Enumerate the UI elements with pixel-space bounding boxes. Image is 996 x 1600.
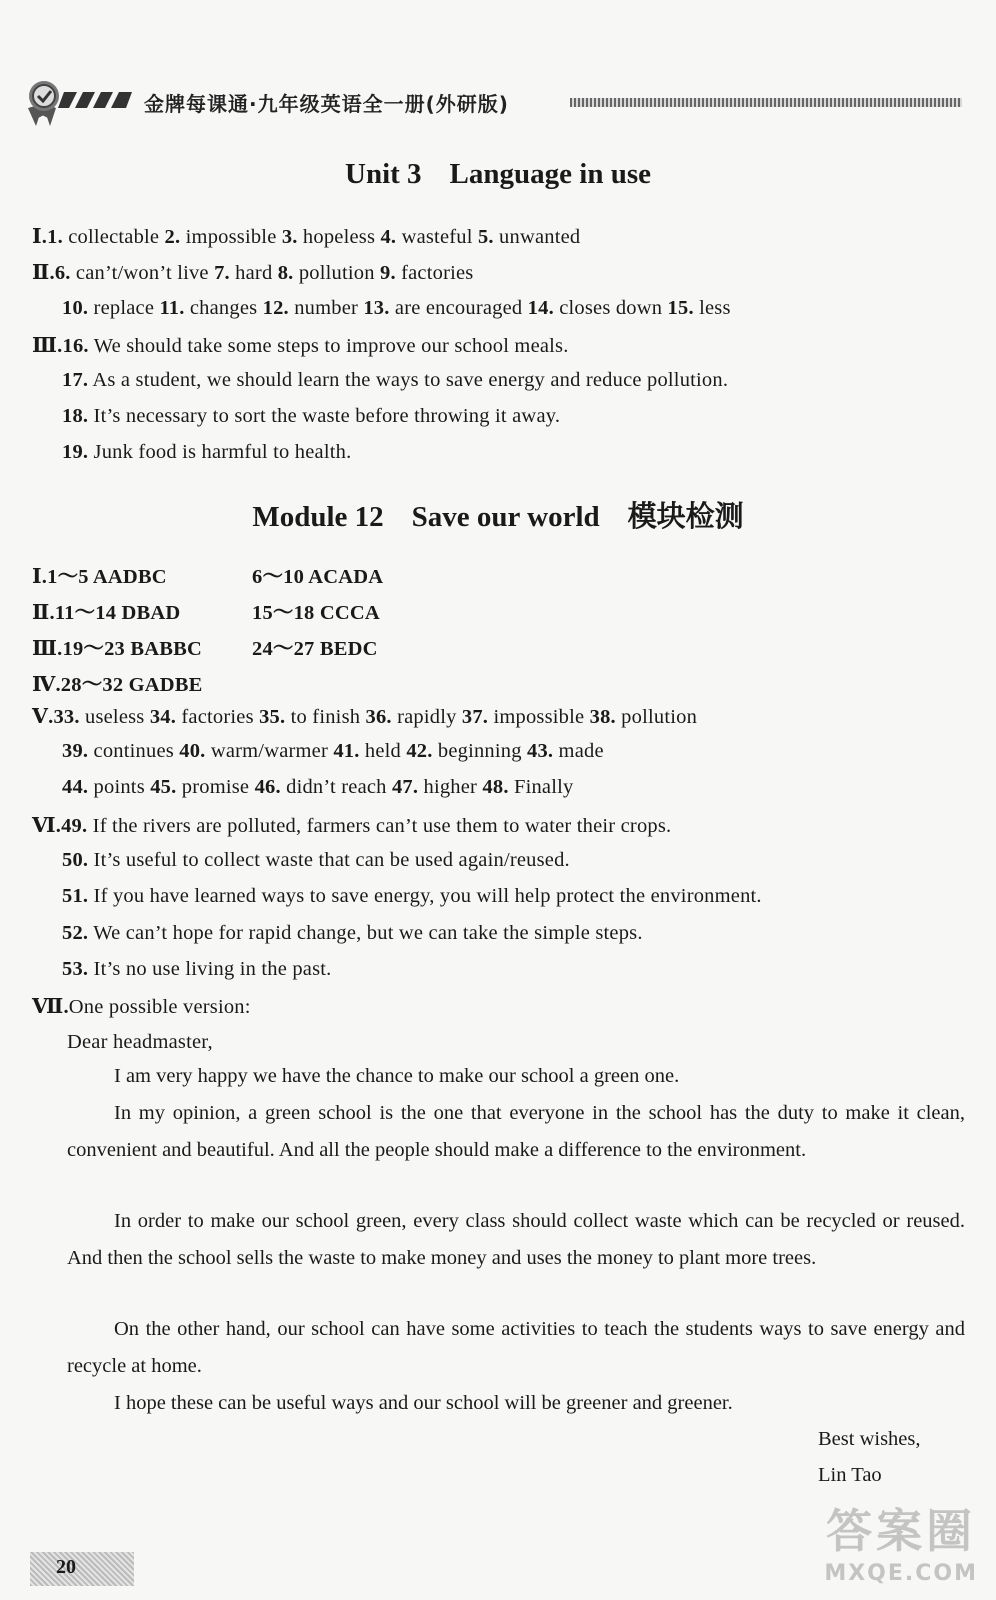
answer-line: 19. Junk food is harmful to health. (62, 441, 352, 463)
answer-line: 15～18 CCCA (252, 602, 380, 624)
module-name: Save our world (411, 501, 600, 533)
letter-paragraph: On the other hand, our school can have some activities to teach the students ways to save energy and recycle at home. (67, 1318, 965, 1377)
answer-line: 18. It’s necessary to sort the waste before throwing it away. (62, 405, 561, 427)
answer-line: Ⅳ.28～32 GADBE (32, 674, 203, 696)
answer-line: 6～10 ACADA (252, 566, 384, 588)
answer-line: 24～27 BEDC (252, 638, 378, 660)
answer-line: Ⅱ.6. can’t/won’t live 7. hard 8. pollution 9. factories (32, 262, 474, 284)
unit-number: Unit 3 (345, 158, 422, 190)
answer-line: Ⅰ.1. collectable 2. impossible 3. hopeless 4. wasteful 5. unwanted (32, 226, 581, 248)
module-subtitle: 模块检测 (627, 499, 744, 533)
module-title (0, 494, 996, 535)
watermark-url: MXQE.COM (824, 1561, 978, 1586)
letter-closing: Best wishes, (818, 1428, 921, 1450)
answer-line: Ⅲ.19～23 BABBC (32, 638, 202, 660)
answer-line: 50. It’s useful to collect waste that can be used again/reused. (62, 849, 570, 871)
letter-paragraph: In my opinion, a green school is the one that everyone in the school has the duty to make it clean, convenient and beautiful. And all the people should make a difference to the environment. (67, 1102, 965, 1161)
letter-paragraph: In order to make our school green, every class should collect waste which can be recycled or reused. And then the school sells the waste to make money and uses the money to plant more trees. (67, 1210, 965, 1269)
page-header (22, 78, 962, 128)
letter-salutation: Dear headmaster, (67, 1031, 213, 1053)
unit-name: Language in use (449, 158, 651, 190)
answer-line: 44. points 45. promise 46. didn’t reach 47. higher 48. Finally (62, 776, 574, 798)
header-rule (570, 98, 962, 107)
answer-line: 51. If you have learned ways to save energy, you will help protect the environment. (62, 885, 762, 907)
letter-signature: Lin Tao (818, 1464, 882, 1486)
medal-badge-icon (22, 78, 140, 126)
unit-title (0, 158, 996, 191)
page-number: 20 (56, 1556, 76, 1578)
letter-paragraph: I hope these can be useful ways and our school will be greener and greener. (114, 1392, 733, 1414)
letter-paragraph: I am very happy we have the chance to make our school a green one. (114, 1065, 680, 1087)
answer-line: Ⅵ.49. If the rivers are polluted, farmers can’t use them to water their crops. (32, 815, 672, 837)
module-number: Module 12 (252, 501, 384, 533)
answer-line: 10. replace 11. changes 12. number 13. are encouraged 14. closes down 15. less (62, 297, 731, 319)
watermark-text: 答案圈 (826, 1504, 977, 1558)
answer-line: 52. We can’t hope for rapid change, but we can take the simple steps. (62, 922, 643, 944)
watermark-logo (824, 1495, 978, 1586)
answer-line: Ⅴ.33. useless 34. factories 35. to finish 36. rapidly 37. impossible 38. pollution (32, 706, 698, 728)
answer-line: Ⅱ.11～14 DBAD (32, 602, 181, 624)
answer-line: Ⅲ.16. We should take some steps to improve our school meals. (32, 335, 569, 357)
answer-line: 17. As a student, we should learn the ways to save energy and reduce pollution. (62, 369, 729, 391)
answer-line: Ⅶ.One possible version: (32, 996, 251, 1018)
page-number-box (30, 1552, 134, 1586)
answer-line: 39. continues 40. warm/warmer 41. held 42. beginning 43. made (62, 740, 604, 762)
book-title: 金牌每课通·九年级英语全一册(外研版) (144, 92, 509, 116)
answer-line: Ⅰ.1～5 AADBC (32, 566, 167, 588)
answer-line: 53. It’s no use living in the past. (62, 958, 332, 980)
